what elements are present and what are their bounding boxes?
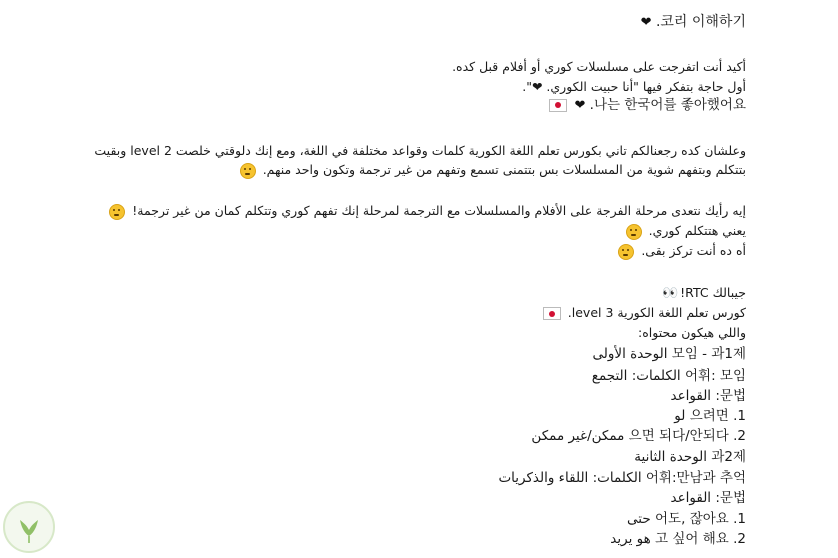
paragraph-line [540, 304, 746, 321]
unit-title [634, 449, 746, 466]
text: يعني هتتكلم كوري. [648, 223, 746, 238]
text: أكيد أنت اتفرجت على مسلسلات كوري أو أفلام قبل كده. [452, 59, 746, 74]
heart-icon: ❤ [640, 15, 652, 30]
text: 과2제 الوحدة الثانية [634, 449, 746, 465]
text: 1. 으려면 لو [674, 408, 746, 424]
text: بتتكلم وبتفهم شوية من المسلسلات بس بتتمنى تسمع وتفهم من غير ترجمة وتكون واحد منهم. [262, 162, 746, 177]
paragraph-line [638, 324, 746, 341]
paragraph-line [452, 58, 746, 75]
thinking-face-icon [240, 163, 256, 179]
text: كورس تعلم اللغة الكورية level 3. [567, 305, 746, 320]
grammar-heading [671, 388, 747, 405]
paragraph-line [615, 242, 746, 260]
text: أول حاجة بتفكر فيها "أنا حبيت الكوري. ❤". [522, 79, 746, 94]
text: 2. 고 싶어 해요 هو يريد [610, 531, 746, 547]
grammar-heading [671, 490, 747, 507]
paragraph-line [106, 202, 746, 220]
monocle-face-icon [618, 244, 634, 260]
grammar-item [674, 408, 746, 425]
text: 어휘: 모임 الكلمات: التجمع [591, 368, 746, 384]
vocab-line [592, 368, 746, 385]
unit-title [593, 346, 746, 363]
heart-icon: ❤ [574, 98, 586, 113]
text: واللي هيكون محتواه: [638, 325, 746, 340]
text: 모임 - 과1제 الوحدة الأولى [592, 346, 746, 362]
korea-flag-icon [549, 99, 567, 112]
paragraph-line [237, 161, 746, 179]
leaf-logo-icon [2, 500, 56, 554]
text: 문법: القواعد [670, 388, 746, 404]
title-line [641, 14, 746, 31]
grammar-item [610, 531, 746, 548]
korean-line [546, 97, 746, 114]
title-text: 코리 이해하기. [655, 14, 746, 30]
vocab-line [498, 470, 746, 487]
paragraph-line [94, 142, 746, 159]
pleading-face-icon [626, 224, 642, 240]
grammar-item [627, 511, 746, 528]
text: وعلشان كده رجعنالكم تاني بكورس تعلم اللغة الكورية كلمات وقواعد مختلفة في اللغة، ومع إنك دلوقتي خلصت level 2 وبقيت [94, 143, 746, 158]
shush-face-icon [109, 204, 125, 220]
grammar-item [531, 428, 746, 445]
text: إيه رأيك نتعدى مرحلة الفرجة على الأفلام والمسلسلات مع الترجمة لمرحلة إنك تفهم كوري وتتكلم كمان من غير ترجمة! [132, 203, 746, 218]
korea-flag-icon [543, 307, 561, 320]
text: جيبالك RTC! [680, 285, 746, 300]
paragraph-line [522, 78, 746, 95]
paragraph-line [662, 284, 746, 302]
text: أه ده أنت تركز بقى. [641, 243, 746, 258]
paragraph-line [623, 222, 746, 240]
text: 2. 으면 되다/안되다 ممكن/غير ممكن [531, 428, 746, 444]
text: 문법: القواعد [670, 490, 746, 506]
text: 1. 어도, 잖아요 حتى [627, 511, 746, 527]
text: 어휘:만남과 추억 الكلمات: اللقاء والذكريات [498, 470, 746, 486]
eyes-icon: 👀 [661, 286, 677, 301]
text: 나는 한국어를 좋아했어요. [589, 97, 746, 113]
